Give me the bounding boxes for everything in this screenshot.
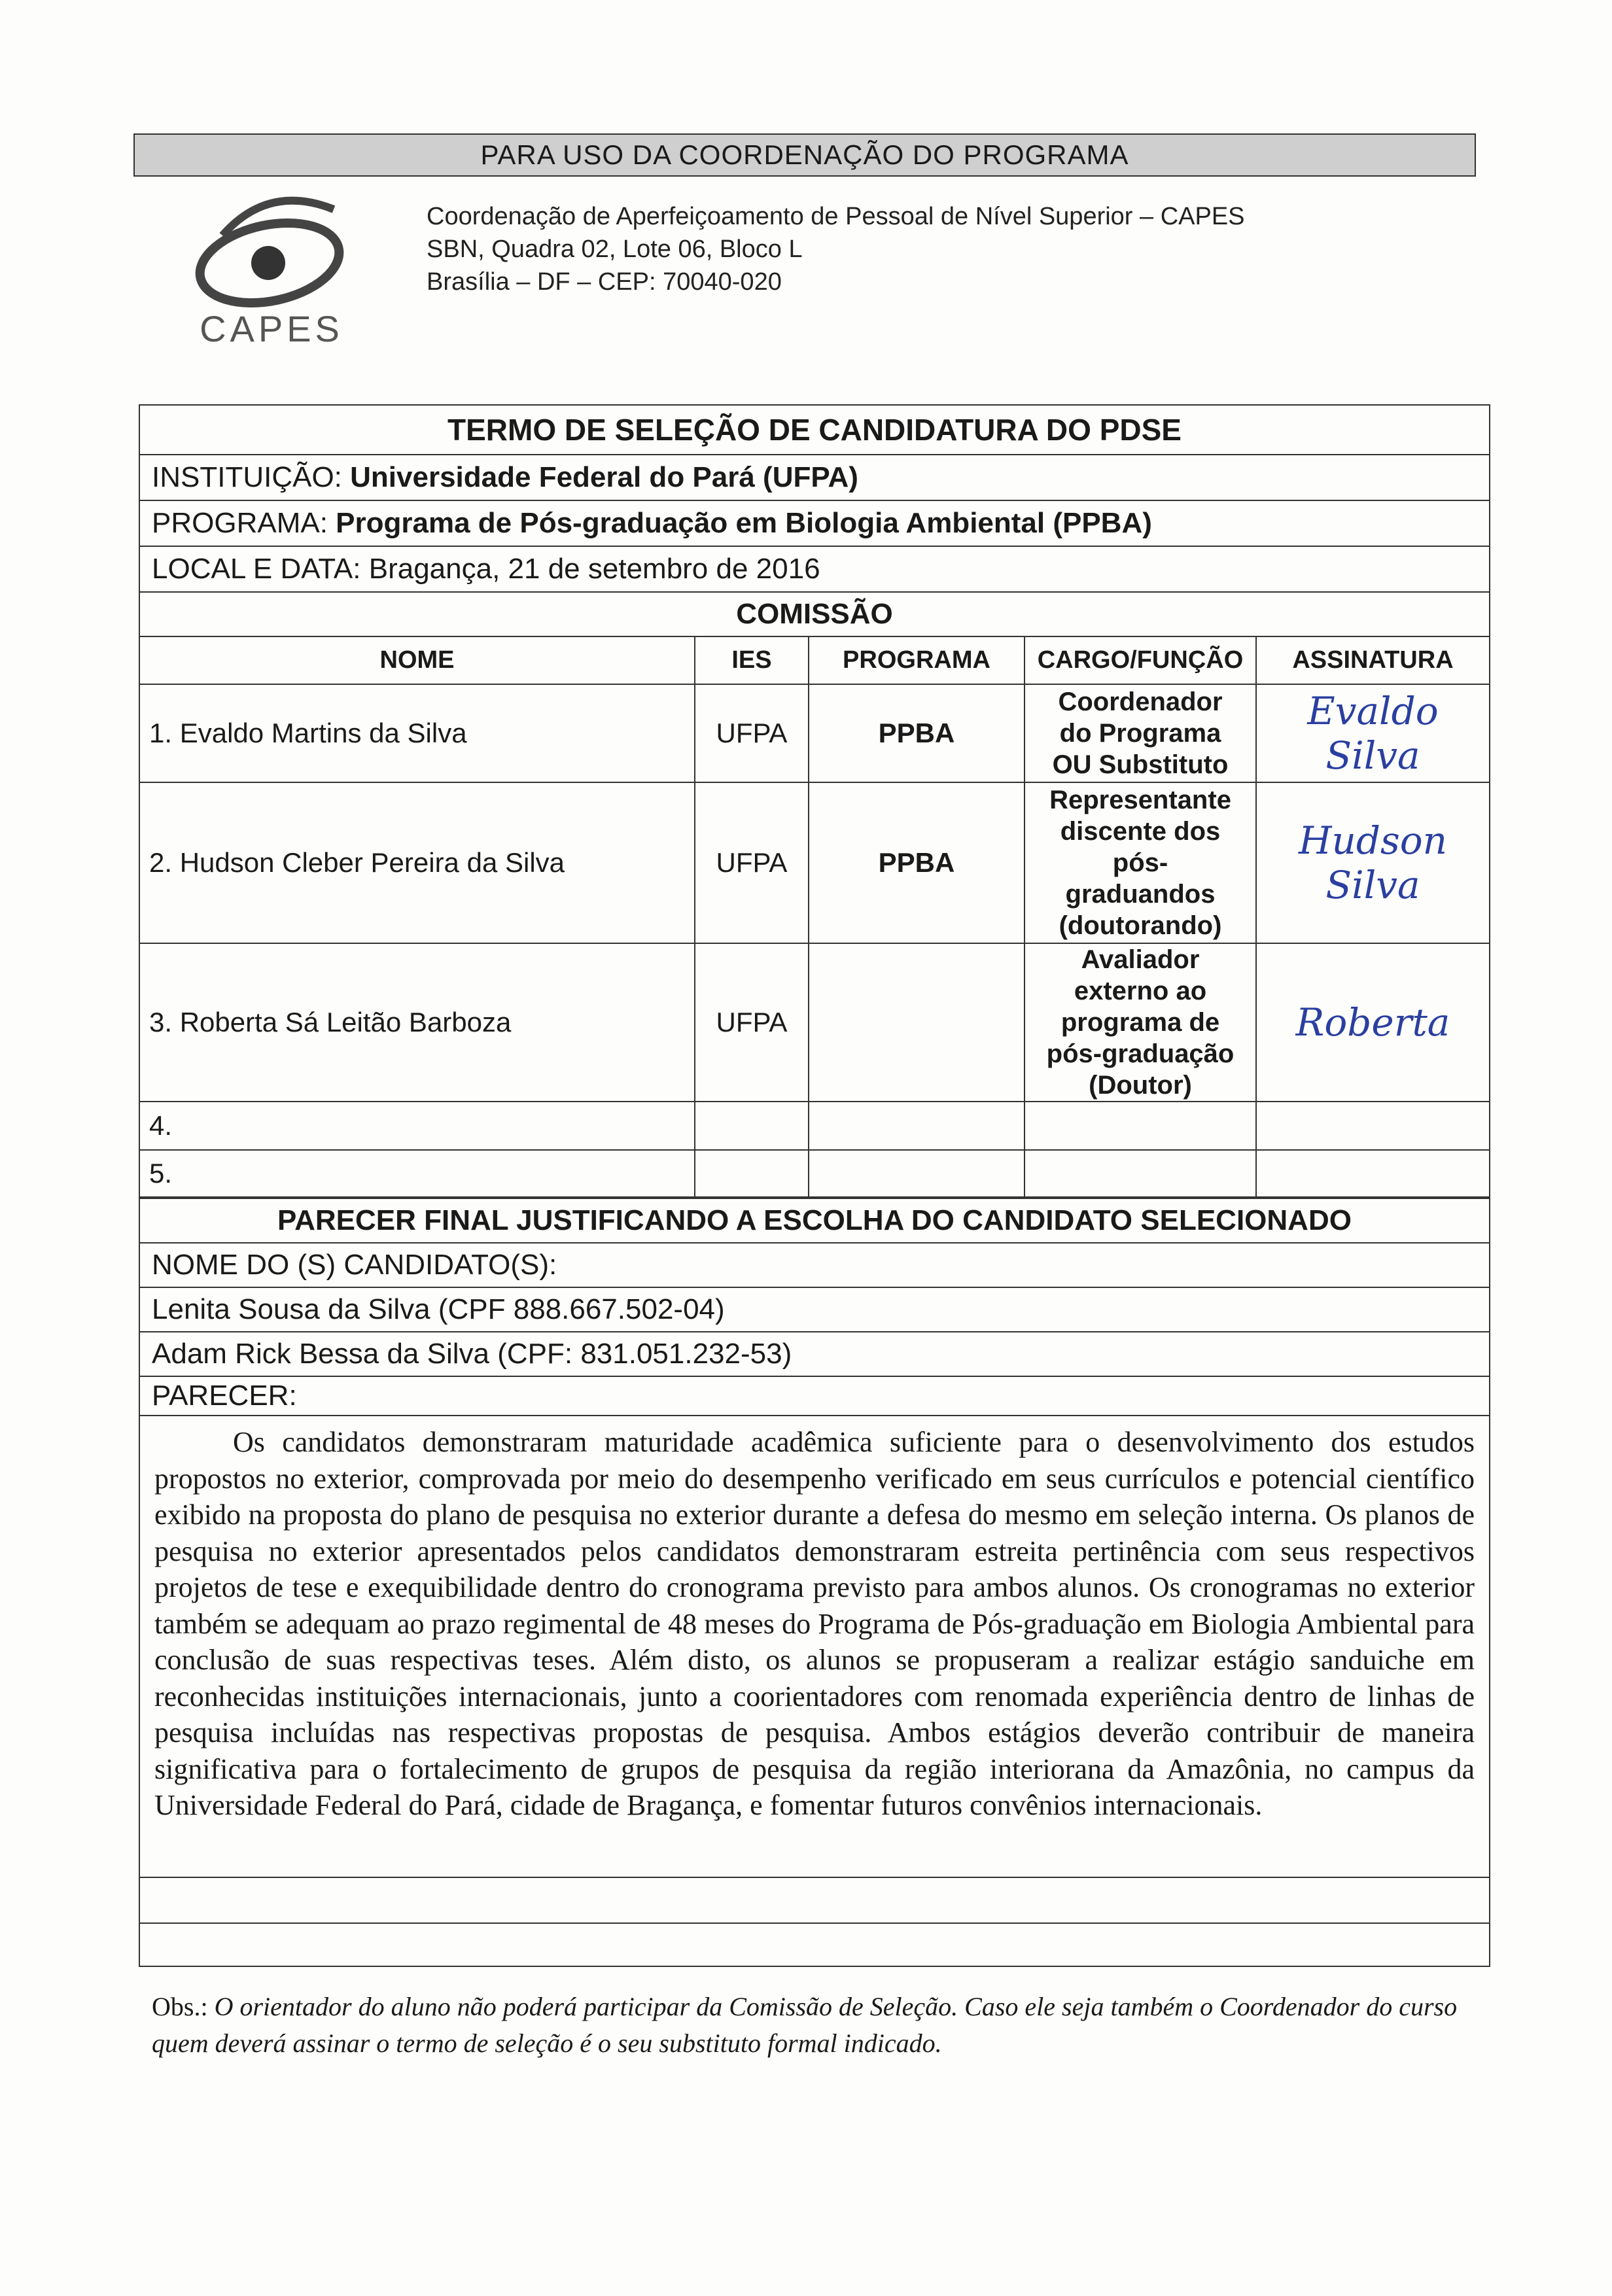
- member-cargo: [1025, 684, 1256, 782]
- table-row: [140, 684, 1489, 782]
- member-programa: PPBA: [809, 782, 1025, 943]
- instituicao-label: INSTITUIÇÃO:: [152, 461, 342, 493]
- table-row: [140, 1150, 1489, 1197]
- programa-row: [140, 501, 1489, 547]
- member-cargo: [1025, 1150, 1256, 1197]
- cargo-line: (doutorando): [1059, 911, 1222, 940]
- cargo-line: pós-graduação: [1046, 1039, 1235, 1068]
- programa-label: PROGRAMA:: [152, 507, 328, 539]
- table-row: [140, 1102, 1489, 1150]
- member-programa: [809, 943, 1025, 1102]
- member-ies: UFPA: [695, 782, 809, 943]
- member-ies: UFPA: [695, 684, 809, 782]
- member-signature: Evaldo Silva: [1256, 684, 1489, 782]
- comissao-table-wrap: [140, 637, 1489, 1199]
- member-name: 5.: [140, 1150, 695, 1197]
- table-header-row: [140, 637, 1489, 684]
- column-header: PROGRAMA: [809, 637, 1025, 684]
- cargo-line: programa de: [1060, 1008, 1220, 1037]
- address-line: Brasília – DF – CEP: 70040-020: [427, 268, 782, 296]
- member-signature: Roberta: [1256, 943, 1489, 1102]
- member-signature: [1256, 1150, 1489, 1197]
- candidatos-label: NOME DO (S) CANDIDATO(S):: [140, 1244, 1489, 1288]
- obs-text: O orientador do aluno não poderá participar da Comissão de Seleção. Caso ele seja também o Coordenador do curso quem deverá assinar o termo de seleção é o seu substituto formal indicado.: [152, 1992, 1458, 2058]
- member-ies: [695, 1102, 809, 1150]
- local-data-label: LOCAL E DATA:: [152, 553, 361, 585]
- candidate-row: Lenita Sousa da Silva (CPF 888.667.502-04): [140, 1288, 1489, 1332]
- cargo-line: pós-: [1112, 848, 1168, 877]
- comissao-table: [140, 637, 1489, 1198]
- member-programa: [809, 1150, 1025, 1197]
- capes-logo-icon: [170, 190, 373, 314]
- member-name: 1. Evaldo Martins da Silva: [140, 684, 695, 782]
- cargo-line: graduandos: [1065, 880, 1216, 909]
- programa-value: Programa de Pós-graduação em Biologia Ambiental (PPBA): [336, 507, 1152, 539]
- column-header: NOME: [140, 637, 695, 684]
- cargo-line: Representante: [1049, 786, 1231, 814]
- capes-logo: [170, 190, 373, 353]
- blank-row: [140, 1878, 1489, 1924]
- parecer-text: [140, 1416, 1489, 1878]
- address-line: SBN, Quadra 02, Lote 06, Bloco L: [427, 235, 803, 263]
- column-header: IES: [695, 637, 809, 684]
- capes-address: [427, 200, 1245, 298]
- obs-label: Obs.:: [152, 1992, 208, 2021]
- cargo-line: OU Substituto: [1052, 750, 1229, 779]
- candidate-row: Adam Rick Bessa da Silva (CPF: 831.051.232-53): [140, 1332, 1489, 1377]
- cargo-line: Coordenador: [1058, 687, 1223, 716]
- address-line: Coordenação de Aperfeiçoamento de Pessoal de Nível Superior – CAPES: [427, 203, 1245, 230]
- instituicao-row: [140, 455, 1489, 501]
- member-signature: [1256, 1102, 1489, 1150]
- member-cargo: [1025, 943, 1256, 1102]
- member-cargo: [1025, 1102, 1256, 1150]
- cargo-line: discente dos: [1060, 817, 1221, 846]
- blank-row: [140, 1924, 1489, 1966]
- parecer-label: PARECER:: [140, 1377, 1489, 1416]
- member-cargo: [1025, 782, 1256, 943]
- member-programa: PPBA: [809, 684, 1025, 782]
- member-name: 3. Roberta Sá Leitão Barboza: [140, 943, 695, 1102]
- parecer-final-title: PARECER FINAL JUSTIFICANDO A ESCOLHA DO CANDIDATO SELECIONADO: [140, 1199, 1489, 1244]
- logo-text: CAPES: [200, 308, 343, 349]
- coordination-banner: PARA USO DA COORDENAÇÃO DO PROGRAMA: [133, 133, 1476, 177]
- member-signature: Hudson Silva: [1256, 782, 1489, 943]
- member-ies: UFPA: [695, 943, 809, 1102]
- member-name: 4.: [140, 1102, 695, 1150]
- cargo-line: Avaliador: [1081, 945, 1200, 974]
- form-title: TERMO DE SELEÇÃO DE CANDIDATURA DO PDSE: [140, 406, 1489, 455]
- member-name: 2. Hudson Cleber Pereira da Silva: [140, 782, 695, 943]
- local-data-value: Bragança, 21 de setembro de 2016: [368, 553, 820, 585]
- member-programa: [809, 1102, 1025, 1150]
- observation-note: [152, 1989, 1460, 2062]
- column-header: CARGO/FUNÇÃO: [1025, 637, 1256, 684]
- column-header: ASSINATURA: [1256, 637, 1489, 684]
- cargo-line: (Doutor): [1089, 1071, 1192, 1100]
- table-row: [140, 782, 1489, 943]
- member-ies: [695, 1150, 809, 1197]
- parecer-paragraph: Os candidatos demonstraram maturidade acadêmica suficiente para o desenvolvimento dos estudos propostos no exterior, comprovada por meio do desempenho verificado em seus currículos e potencial científico exibido na proposta do plano de pesquisa no exterior durante a defesa do mesmo em seleção interna. Os planos de pesquisa no exterior apresentados pelos candidatos demonstraram estreita pertinência com seus respectivos projetos de tese e exequibilidade dentro do cronograma previsto para ambos alunos. Os cronogramas no exterior também se adequam ao prazo regimental de 48 meses do Programa de Pós-graduação em Biologia Ambiental para conclusão de suas respectivas teses. Além disto, os alunos se propuseram a realizar estágio sanduiche em reconhecidas instituições internacionais, junto a coorientadores com renomada experiência dentro de linhas de pesquisa incluídas nas respectivas propostas de pesquisa. Ambos estágios deverão contribuir de maneira significativa para o fortalecimento de grupos de pesquisa da região interiorana da Amazônia, no campus da Universidade Federal do Pará, cidade de Bragança, e fomentar futuros convênios internacionais.: [154, 1426, 1475, 1821]
- selection-form: [139, 404, 1490, 1967]
- cargo-line: do Programa: [1059, 719, 1221, 748]
- comissao-title: COMISSÃO: [140, 593, 1489, 637]
- instituicao-value: Universidade Federal do Pará (UFPA): [350, 461, 858, 493]
- table-row: [140, 943, 1489, 1102]
- local-data-row: [140, 547, 1489, 593]
- cargo-line: externo ao: [1074, 977, 1207, 1005]
